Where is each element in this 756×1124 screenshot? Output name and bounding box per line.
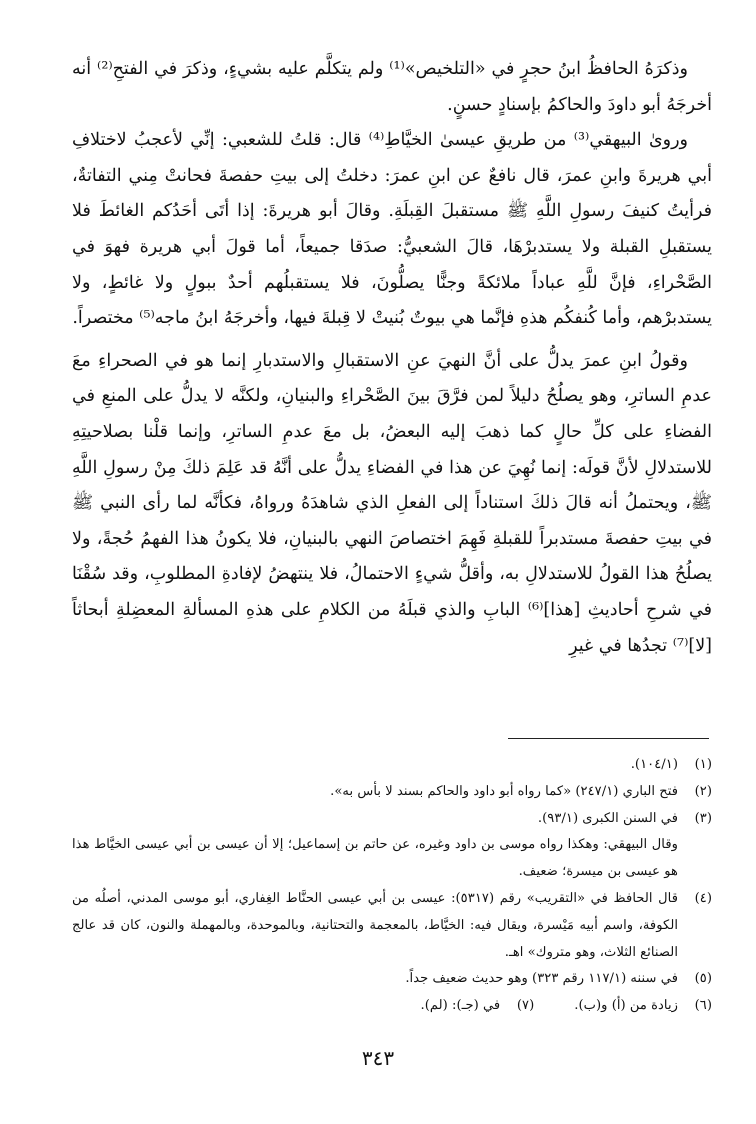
footnote-1 bbox=[72, 752, 712, 779]
footnote-4 bbox=[72, 886, 712, 966]
footnote-number: (٤) bbox=[694, 890, 712, 906]
footnote-number: (٣) bbox=[694, 810, 712, 826]
footnotes bbox=[72, 752, 712, 1020]
footnotes-6-7 bbox=[72, 993, 712, 1020]
main-text bbox=[72, 52, 712, 664]
footnote-text: زيادة من (أ) و(ب). bbox=[574, 998, 678, 1014]
footnote-5 bbox=[72, 966, 712, 993]
footnote-text: في (جـ): (لم). bbox=[420, 998, 501, 1014]
paragraph-3: وقولُ ابنِ عمرَ يدلُّ على أنَّ النهيَ عنِ الاستقبالِ والاستدبارِ إنما هو في الصحراءِ معَ عدمِ الساترِ، وهو يصلُحُ دليلاً لمن فرَّقَ بينَ الصَّحْراءِ والبنيانِ، ولكنَّه لا يدلُّ على المنعِ في الفضاءِ على كلِّ حالٍ كما ذهبَ إليه البعضُ، بل معَ عدمِ الساترِ، وإنما قلْنا بصلاحيتِهِ للاستدلالِ لأنَّ قولَه: إنما نُهِيَ عن هذا في الفضاءِ يدلُّ على أنَّهُ قد عَلِمَ ذلكَ مِنْ رسولِ اللَّهِ ﷺ، ويحتملُ أنه قالَ ذلكَ استناداً إلى الفعلِ الذي شاهدَهُ ورواهُ، فكأنَّه لما رأى النبي ﷺ في بيتِ حفصةَ مستدبراً للقبلةِ فَهِمَ اختصاصَ النهي بالبنيانِ، فلا يكونُ هذا الفهمُ حُجةً، ولا يصلُحُ هذا القولُ للاستدلالِ به، وأقلُّ شيءٍ الاحتمالُ، فلا ينتهضُ لإفادةِ المطلوبِ، وقد سُقْنَا في شرحِ أحاديثِ [هذا]⁽⁶⁾ البابِ والذي قبلَهُ من الكلامِ على هذهِ المسألةِ المعضِلةِ أبحاثاً [لا]⁽⁷⁾ تجدُها في غيرِ bbox=[72, 350, 713, 656]
footnote-6 bbox=[574, 993, 712, 1020]
footnote-separator bbox=[508, 738, 709, 739]
paragraph-2: وروىٰ البيهقي⁽³⁾ من طريقِ عيسىٰ الخيَّاطِ⁽⁴⁾ قال: قلتُ للشعبي: إنِّي لأعجبُ لاختلافِ أبي هريرةَ وابنِ عمرَ، قال نافعٌ عن ابنِ عمرَ: دخلتُ إلى بيتِ حفصةَ فحانتْ مِني التفاتةٌ، فرأيتُ كنيفَ رسولِ اللَّهِ ﷺ مستقبلَ القِبلَةِ. وقالَ أبو هريرةَ: إذا أتَى أحَدُكم الغائطَ فلا يستقبلِ القبلة ولا يستدبرْهَا، قالَ الشعبيُّ: صدَقا جميعاً، أما قولَ أبي هريرة فهوَ في الصَّحْراءِ، فإنَّ للَّهِ عباداً ملائكةً وجنًّا يصلُّونَ، فلا يستقبلُهم أحدٌ ببولٍ ولا غائطٍ، ولا يستدبرْهم، وأما كُنفكُم هذهِ فإنَّما هي بيوتٌ بُنيتْ لا قِبلةَ فيها، وأخرجَهُ ابنُ ماجه⁽⁵⁾ مختصراً. bbox=[72, 130, 712, 329]
footnote-number: (١) bbox=[694, 757, 712, 772]
footnote-text: (١٠٤/١). bbox=[630, 757, 678, 772]
footnote-text: فتح الباري (٢٤٧/١) «كما رواه أبو داود والحاكم بسند لا بأس به». bbox=[330, 783, 678, 799]
footnote-text: في سننه (١١٧/١ رقم ٣٢٣) وهو حديث ضعيف جداً. bbox=[405, 971, 678, 987]
footnote-number: (٢) bbox=[694, 783, 712, 799]
page-number: ٣٤٣ bbox=[361, 1046, 395, 1070]
footnote-text: قال الحافظ في «التقريب» رقم (٥٣١٧): عيسى بن أبي عيسى الحنَّاط الغِفاري، أبو موسى المدني، أصلُه من الكوفة، واسم أبيه مَيْسرة، ويقال فيه: الخيَّاط، بالمعجمة والتحتانية، وبالموحدة، وبالمهملة والنون، كان قد عالج الصنائع الثلاث، وهو متروك» اهـ. bbox=[72, 890, 679, 960]
footnote-3-continuation: وقال البيهقي: وهكذا رواه موسى بن داود وغيره، عن حاتم بن إسماعيل؛ إلا أن عيسى بن أبي عيسى الخيَّاط هذا هو عيسى بن ميسرة؛ ضعيف. bbox=[72, 837, 678, 880]
footnote-number: (٧) bbox=[516, 998, 535, 1014]
footnote-2 bbox=[72, 779, 712, 806]
footnote-7 bbox=[421, 993, 535, 1020]
footnote-number: (٥) bbox=[694, 971, 712, 987]
footnote-number: (٦) bbox=[694, 998, 712, 1014]
paragraph-1: وذكرَهُ الحافظُ ابنُ حجرٍ في «التلخيص»⁽¹⁾ ولم يتكلَّم عليه بشيءٍ، وذكرَ في الفتحِ⁽²⁾ أنه أخرجَهُ أبو داودَ والحاكمُ بإسنادٍ حسنٍ. bbox=[72, 59, 712, 115]
footnote-text: في السنن الكبرى (٩٣/١). bbox=[537, 810, 678, 826]
footnote-3 bbox=[72, 806, 712, 833]
